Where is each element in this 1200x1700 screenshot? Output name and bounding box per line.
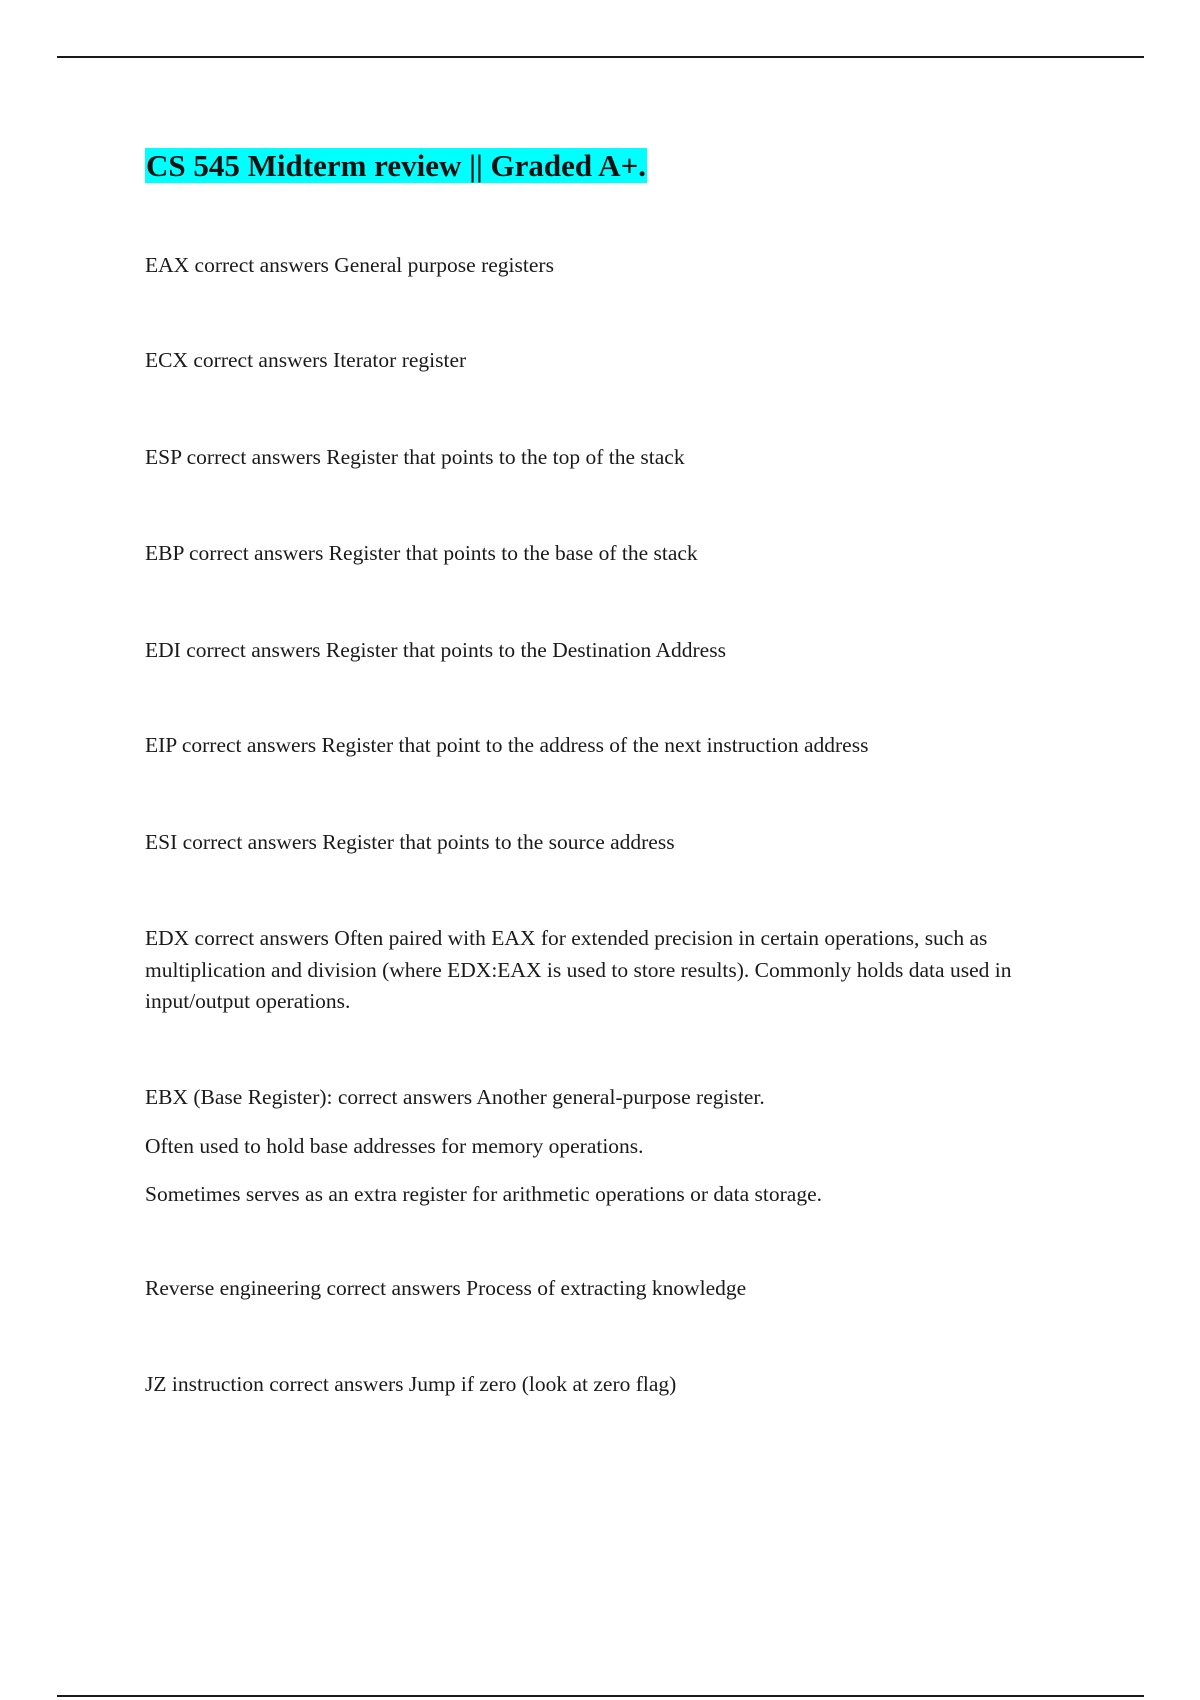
entry-esp xyxy=(145,442,1085,474)
entry-line: Often used to hold base addresses for memory operations. xyxy=(145,1133,644,1158)
entry-text: EDI correct answers Register that points to the Destination Address xyxy=(145,638,726,662)
entry-reverse-engineering xyxy=(145,1273,1085,1305)
entry-ebx xyxy=(145,1082,1085,1211)
entry-text: EDX correct answers Often paired with EAX for extended precision in certain operations, such as multiplication and division (where EDX:EAX is used to store results). Commonly holds data used in input/output operations. xyxy=(145,926,1012,1013)
title-highlight: CS 545 Midterm review || Graded A+. xyxy=(146,148,646,183)
entry-text: ESI correct answers Register that points to the source address xyxy=(145,830,675,854)
entry-ecx xyxy=(145,345,1085,377)
entry-edi xyxy=(145,635,1085,667)
entry-ebp xyxy=(145,538,1085,570)
entry-text: ECX correct answers Iterator register xyxy=(145,348,467,372)
document-title xyxy=(145,145,1085,187)
entry-line: Sometimes serves as an extra register for arithmetic operations or data storage. xyxy=(145,1182,823,1206)
entry-eax xyxy=(145,250,1085,282)
entry-eip xyxy=(145,730,1085,762)
entry-text: JZ instruction correct answers Jump if zero (look at zero flag) xyxy=(145,1372,677,1396)
entry-line: EBX (Base Register): correct answers Another general-purpose register. xyxy=(145,1085,765,1109)
top-divider xyxy=(57,56,1144,58)
entry-esi xyxy=(145,827,1085,859)
entry-text: EBP correct answers Register that points to the base of the stack xyxy=(145,541,698,565)
entry-edx xyxy=(145,923,1085,1018)
entry-text: EAX correct answers General purpose registers xyxy=(145,253,554,277)
entry-text: Reverse engineering correct answers Process of extracting knowledge xyxy=(145,1276,747,1300)
document-content xyxy=(145,145,1085,1396)
entry-jz-instruction xyxy=(145,1369,1085,1401)
bottom-divider xyxy=(57,1695,1144,1697)
entry-text: ESP correct answers Register that points to the top of the stack xyxy=(145,445,685,469)
entry-text: EIP correct answers Register that point to the address of the next instruction address xyxy=(145,733,869,757)
